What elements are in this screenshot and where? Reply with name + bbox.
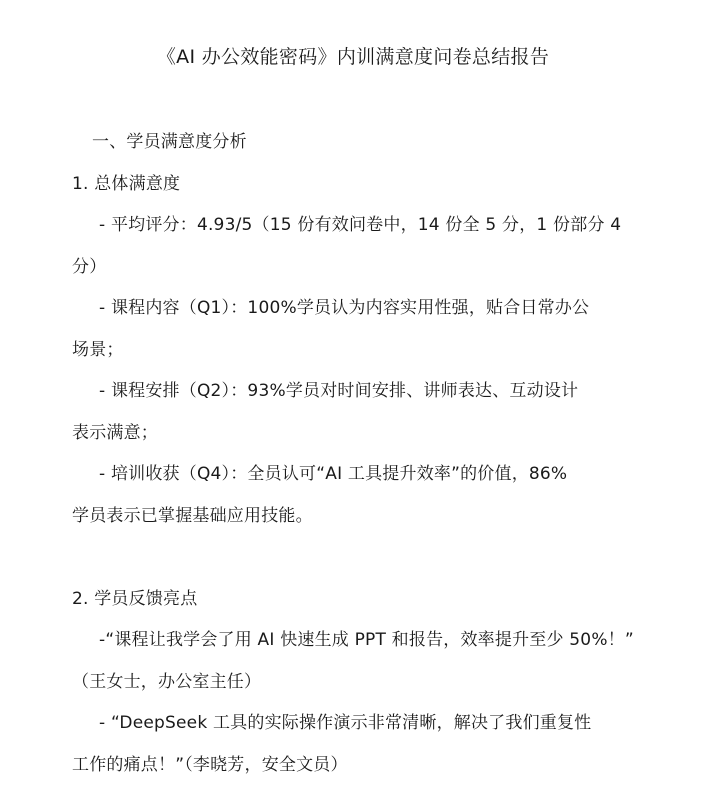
bullet-training-outcome: - 培训收获（Q4）：全员认可“AI 工具提升效率”的价值，86%: [99, 464, 568, 484]
bullet-course-schedule: - 课程安排（Q2）：93%学员对时间安排、讲师表达、互动设计: [99, 381, 579, 401]
quote-li-continued: 工作的痛点！”（李晓芳，安全文员）: [72, 755, 348, 775]
document-title: 《AI 办公效能密码》内训满意度问卷总结报告: [156, 46, 550, 68]
quote-wang-attribution: （王女士，办公室主任）: [72, 672, 262, 692]
quote-li: - “DeepSeek 工具的实际操作演示非常清晰，解决了我们重复性: [99, 713, 592, 733]
bullet-course-content-continued: 场景；: [72, 340, 124, 360]
bullet-course-schedule-continued: 表示满意；: [72, 423, 158, 443]
bullet-training-outcome-continued: 学员表示已掌握基础应用技能。: [72, 506, 313, 526]
quote-wang: -“课程让我学会了用 AI 快速生成 PPT 和报告，效率提升至少 50%！”: [99, 630, 634, 650]
subsection-heading-feedback-highlights: 2. 学员反馈亮点: [72, 589, 198, 609]
bullet-average-score-continued: 分）: [72, 257, 107, 277]
bullet-course-content: - 课程内容（Q1）：100%学员认为内容实用性强，贴合日常办公: [99, 298, 590, 318]
subsection-heading-overall-satisfaction: 1. 总体满意度: [72, 174, 181, 194]
section-heading: 一、学员满意度分析: [92, 132, 247, 152]
bullet-average-score: - 平均评分：4.93/5（15 份有效问卷中，14 份全 5 分，1 份部分 4: [99, 215, 622, 235]
